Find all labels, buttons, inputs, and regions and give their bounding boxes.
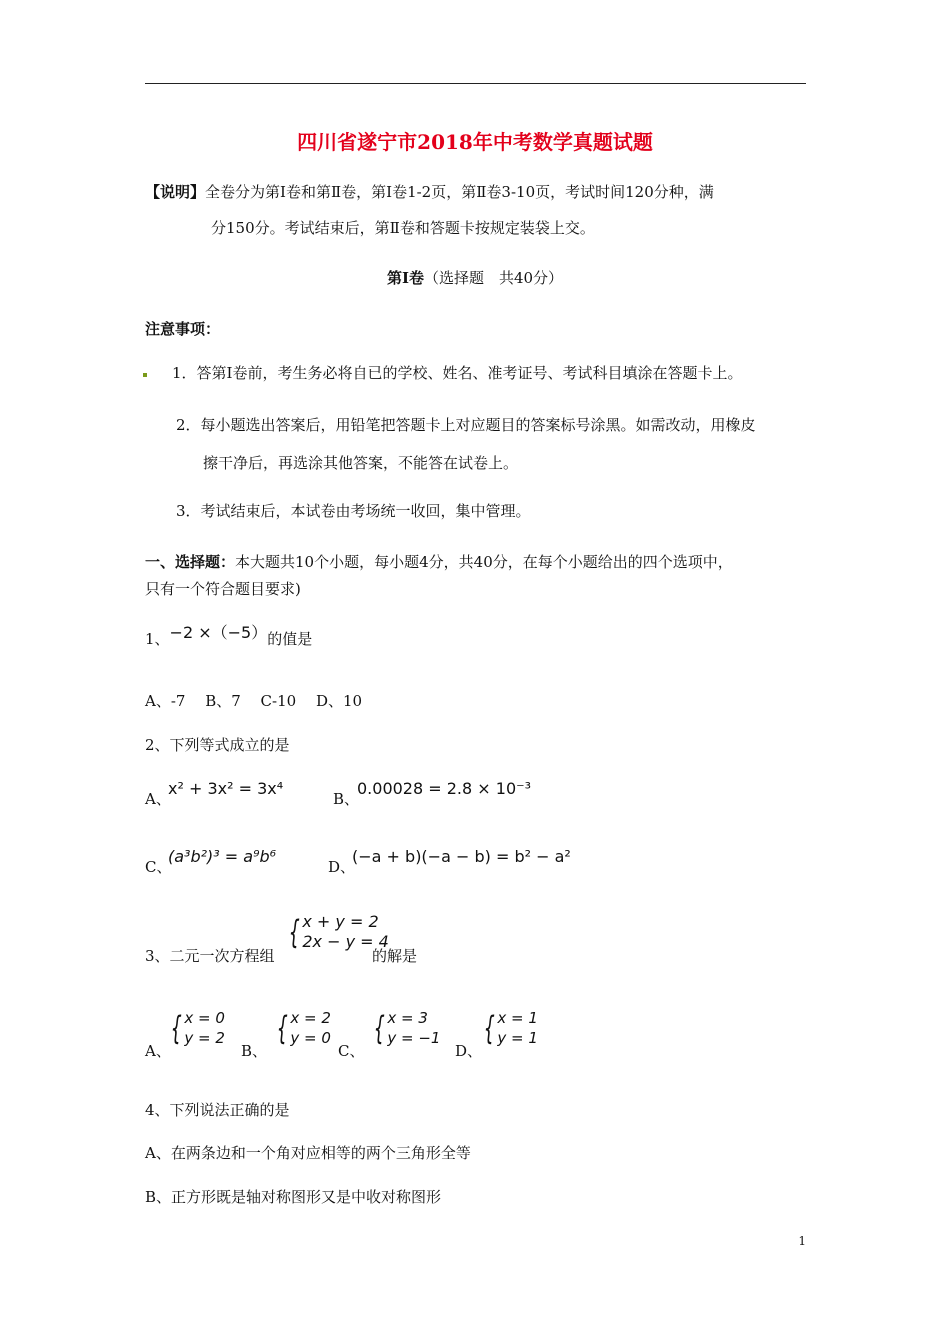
question-3-option-a-label: A、 xyxy=(145,1042,171,1060)
left-brace-icon: { xyxy=(170,1009,182,1047)
question-2-option-c-label: C、 xyxy=(145,858,172,876)
section1-line-1 xyxy=(145,551,733,572)
question-3-equation-2: 2x − y = 4 xyxy=(302,932,389,951)
part1-heading-text: （选择题 共40分） xyxy=(423,269,564,287)
question-1-suffix: 的值是 xyxy=(267,630,313,648)
part1-heading-label: 第Ⅰ卷 xyxy=(386,269,424,287)
option-a-line-1: x = 0 xyxy=(184,1009,225,1027)
question-1 xyxy=(145,623,313,649)
left-brace-icon: { xyxy=(483,1009,495,1047)
margin-mark xyxy=(143,373,147,377)
question-2-option-b-label: B、 xyxy=(333,790,360,808)
part1-heading xyxy=(0,267,950,288)
question-2-option-a-expression: x² + 3x² = 3x⁴ xyxy=(168,779,284,798)
notice-item-3: 3．考试结束后，本试卷由考场统一收回，集中管理。 xyxy=(176,502,531,520)
notice-item-1: 1．答第Ⅰ卷前，考生务必将自已的学校、姓名、准考证号、考试科目填涂在答题卡上。 xyxy=(172,364,743,382)
question-3-option-c-label: C、 xyxy=(338,1042,365,1060)
option-d-line-2: y = 1 xyxy=(497,1029,538,1047)
question-2-option-a-label: A、 xyxy=(145,790,171,808)
question-2-stem: 2、下列等式成立的是 xyxy=(145,736,290,754)
question-3-suffix: 的解是 xyxy=(372,947,418,965)
question-3-option-b-label: B、 xyxy=(241,1042,268,1060)
instructions-line-2: 分150分。考试结束后，第Ⅱ卷和答题卡按规定装袋上交。 xyxy=(211,219,595,237)
question-1-number: 1、 xyxy=(145,630,170,648)
option-d-line-1: x = 1 xyxy=(497,1009,538,1027)
left-brace-icon: { xyxy=(276,1009,288,1047)
question-3-option-c xyxy=(369,1008,440,1048)
section1-text-1: 本大题共10个小题，每小题4分，共40分，在每个小题给出的四个选项中， xyxy=(235,553,733,571)
instructions-text-1: 全卷分为第Ⅰ卷和第Ⅱ卷，第Ⅰ卷1-2页，第Ⅱ卷3-10页，考试时间120分种，满 xyxy=(205,183,714,201)
option-c-line-2: y = −1 xyxy=(387,1029,441,1047)
question-3-equation-1: x + y = 2 xyxy=(302,912,379,931)
question-4-option-a: A、在两条边和一个角对应相等的两个三角形全等 xyxy=(145,1144,471,1162)
option-a-line-2: y = 2 xyxy=(184,1029,225,1047)
section1-label: 一、选择题： xyxy=(145,553,236,571)
question-1-options: A、-7 B、7 C-10 D、10 xyxy=(145,692,363,710)
instructions-label: 【说明】 xyxy=(145,183,206,201)
question-2-option-d-expression: (−a + b)(−a − b) = b² − a² xyxy=(352,847,571,866)
notice-heading: 注意事项： xyxy=(145,320,221,338)
document-title: 四川省遂宁市2018年中考数学真题试题 xyxy=(297,130,653,154)
left-brace-icon: { xyxy=(373,1009,385,1047)
question-2-option-b-expression: 0.00028 = 2.8 × 10⁻³ xyxy=(357,779,531,798)
option-b-line-1: x = 2 xyxy=(290,1009,331,1027)
option-c-line-1: x = 3 xyxy=(387,1009,428,1027)
question-4-stem: 4、下列说法正确的是 xyxy=(145,1101,290,1119)
header-rule xyxy=(145,83,806,84)
question-3-option-b xyxy=(272,1008,331,1048)
option-b-line-2: y = 0 xyxy=(290,1029,331,1047)
question-1-expression: −2 ×（−5） xyxy=(169,623,268,642)
question-3-option-d xyxy=(479,1008,538,1048)
question-3-prefix: 3、二元一次方程组 xyxy=(145,947,275,965)
page-number: 1 xyxy=(798,1234,806,1248)
instructions-line-1 xyxy=(145,181,714,202)
section1-line-2: 只有一个符合题目要求) xyxy=(145,580,301,598)
question-2-option-d-label: D、 xyxy=(328,858,356,876)
left-brace-icon: { xyxy=(288,913,300,951)
question-3-option-d-label: D、 xyxy=(455,1042,483,1060)
question-4-option-b: B、正方形既是轴对称图形又是中收对称图形 xyxy=(145,1188,442,1206)
question-2-option-c-expression: (a³b²)³ = a⁹b⁶ xyxy=(168,847,277,866)
notice-item-2-continued: 擦干净后，再选涂其他答案，不能答在试卷上。 xyxy=(203,454,519,472)
question-3-option-a xyxy=(166,1008,225,1048)
notice-item-2: 2．每小题选出答案后，用铅笔把答题卡上对应题目的答案标号涂黑。如需改动，用橡皮 xyxy=(176,416,756,434)
